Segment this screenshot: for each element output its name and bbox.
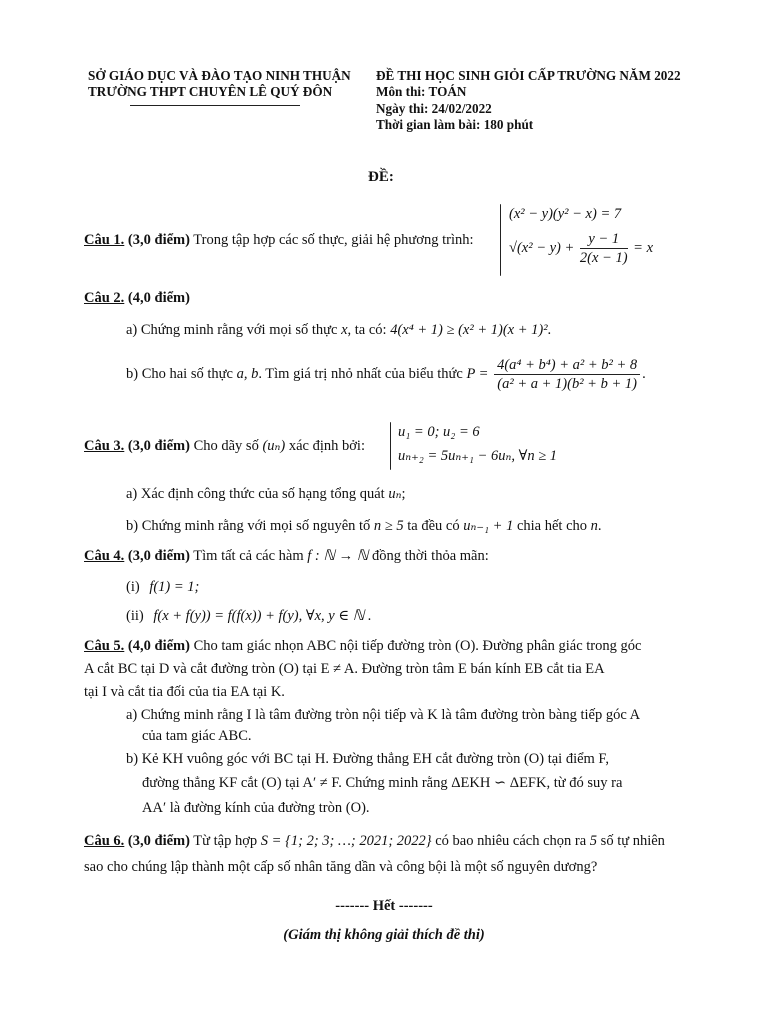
q5-b-line-3: AA′ là đường kính của đường tròn (O). — [142, 800, 370, 816]
question-2 — [84, 290, 190, 307]
q4-text: Tìm tất cả các hàm — [189, 548, 304, 564]
q3-label: Câu 3. — [84, 438, 125, 454]
q2-b-denominator: (a² + a + 1)(b² + b + 1) — [497, 376, 637, 392]
q3-sequence: (uₙ) — [262, 438, 286, 454]
footer-note-text: (Giám thị không giải thích đề thi) — [283, 927, 485, 943]
q1-equation-2 — [509, 230, 653, 267]
q3-b-text2: ta đều có — [407, 518, 460, 534]
department-name: SỞ GIÁO DỤC VÀ ĐÀO TẠO NINH THUẬN — [88, 68, 351, 83]
q1-text: Trong tập hợp các số thực, giải hệ phương trình: — [189, 232, 474, 248]
exam-duration: Thời gian làm bài: 180 phút — [376, 117, 534, 132]
q6-line-2: sao cho chúng lập thành một cấp số nhân tăng dần và công bội là một số nguyên dương? — [84, 859, 598, 875]
q3-part-b — [126, 518, 602, 535]
q3-points: (3,0 điểm) — [127, 438, 190, 454]
exam-date: Ngày thi: 24/02/2022 — [376, 101, 492, 116]
q4-condition-i — [126, 579, 199, 596]
q2-a-text: a) Chứng minh rằng với mọi số thực — [126, 322, 338, 338]
exam-subject: Môn thi: TOÁN — [376, 84, 467, 99]
exam-title: ĐỀ THI HỌC SINH GIỎI CẤP TRƯỜNG NĂM 2022 — [376, 68, 681, 83]
q5-b-line-1: b) Kẻ KH vuông góc với BC tại H. Đường thẳng EH cắt đường tròn (O) tại điểm F, — [126, 751, 609, 767]
footer-note — [0, 927, 768, 944]
q2-b-lhs: P = — [466, 366, 489, 382]
q3-equation-2: uₙ₊₂ = 5uₙ₊₁ − 6uₙ, ∀n ≥ 1 — [398, 448, 558, 464]
q2-points: (4,0 điểm) — [127, 290, 190, 306]
q3-text: Cho dãy số — [189, 438, 259, 454]
q5-points: (4,0 điểm) — [127, 638, 190, 654]
q4-label: Câu 4. — [84, 548, 125, 564]
q6-line-1c: số tự nhiên — [600, 833, 665, 849]
q4-condition-ii — [126, 608, 372, 625]
q3-b-end: . — [597, 518, 602, 534]
q3-part-a — [126, 486, 406, 503]
q3-b-text: b) Chứng minh rằng với mọi số nguyên tố — [126, 518, 371, 534]
q4-text2: đồng thời thỏa mãn: — [371, 548, 489, 564]
q6-label: Câu 6. — [84, 833, 125, 849]
school-name: TRƯỜNG THPT CHUYÊN LÊ QUÝ ĐÔN — [88, 84, 333, 99]
q5-b-line-2: đường thẳng KF cắt (O) tại A′ ≠ F. Chứng minh rằng ΔEKH ∽ ΔEFK, từ đó suy ra — [142, 775, 623, 791]
q2-a-variable: x — [341, 322, 348, 338]
q3-text2: xác định bởi: — [288, 438, 365, 454]
end-marker — [0, 898, 768, 915]
end-text: ------- Hết ------- — [335, 898, 433, 914]
q4-points: (3,0 điểm) — [127, 548, 190, 564]
q5-a-line-1: a) Chứng minh rằng I là tâm đường tròn nội tiếp và K là tâm đường tròn bàng tiếp góc A — [126, 707, 641, 723]
q2-a-formula: 4(x⁴ + 1) ≥ (x² + 1)(x + 1)² — [390, 322, 548, 338]
q4-ii-formula: f(x + f(y)) = f(f(x)) + f(y), ∀x, y ∈ ℕ . — [153, 608, 372, 624]
q2-part-b: b) Cho hai số thực a, b. Tìm giá trị nhỏ nhất của biểu thức P = $\frac{\text{4(a⁴ + b⁴) + a² + b² + 8}}{\text{(a² + a + 1)(b² + b + 1)}}$ . — [126, 357, 646, 392]
q4-i-label: (i) — [126, 579, 140, 595]
q2-b-numerator: 4(a⁴ + b⁴) + a² + b² + 8 — [494, 356, 640, 375]
q1-eq2-right: = x — [633, 239, 654, 256]
q1-points: (3,0 điểm) — [127, 232, 190, 248]
q2-label: Câu 2. — [84, 290, 125, 306]
q2-a-text2: , ta có: — [347, 322, 387, 338]
question-6 — [84, 833, 665, 850]
q4-ii-label: (ii) — [126, 608, 144, 624]
q5-label: Câu 5. — [84, 638, 125, 654]
q3-a-text: a) Xác định công thức của số hạng tổng quát — [126, 486, 385, 502]
q5-line-3: tại I và cắt tia đối của tia EA tại K. — [84, 684, 285, 700]
q3-b-expression: uₙ₋₁ + 1 — [463, 518, 514, 534]
question-4 — [84, 548, 489, 565]
q1-equation-1: (x² − y)(y² − x) = 7 — [509, 206, 622, 222]
q2-b-text: b) Cho hai số thực — [126, 366, 233, 382]
page-heading: ĐỀ: — [368, 169, 394, 185]
q5-line-2: A cắt BC tại D và cắt đường tròn (O) tại E ≠ A. Đường tròn tâm E bán kính EB cắt tia EA — [84, 661, 605, 677]
q6-count: 5 — [589, 833, 598, 849]
q1-label: Câu 1. — [84, 232, 125, 248]
q6-line-1b: có bao nhiêu cách chọn ra — [435, 833, 587, 849]
q6-points: (3,0 điểm) — [127, 833, 190, 849]
q6-line-1a: Từ tập hợp — [189, 833, 258, 849]
q3-b-condition: n ≥ 5 — [373, 518, 404, 534]
q4-i-formula: f(1) = 1; — [149, 579, 200, 595]
q5-line-1: Cho tam giác nhọn ABC nội tiếp đường tròn (O). Đường phân giác trong góc — [189, 638, 642, 654]
q4-function: f : ℕ → ℕ — [307, 548, 369, 564]
question-5 — [84, 638, 641, 655]
q1-eq2-numerator: y − 1 — [580, 230, 628, 249]
q2-b-fraction — [494, 356, 640, 393]
q1-brace — [500, 204, 501, 276]
q3-b-text3: chia hết cho — [516, 518, 588, 534]
question-3 — [84, 438, 365, 455]
q1-eq2-fraction — [580, 230, 628, 267]
q5-a-line-2: của tam giác ABC. — [142, 728, 252, 744]
q2-b-text2: . Tìm giá trị nhỏ nhất của biểu thức — [258, 366, 463, 382]
q1-eq2-left: √(x² − y) + — [509, 239, 575, 256]
question-1 — [84, 232, 474, 249]
q3-a-end: ; — [401, 486, 406, 502]
q3-b-variable: n — [590, 518, 598, 534]
q6-set: S = {1; 2; 3; …; 2021; 2022} — [260, 833, 432, 849]
q3-equation-1: u₁ = 0; u₂ = 6 — [398, 424, 480, 440]
q3-a-variable: uₙ — [388, 486, 402, 502]
q2-b-vars: a, b — [236, 366, 259, 382]
header-underline — [130, 105, 300, 106]
q1-eq2-denominator: 2(x − 1) — [579, 250, 628, 266]
q3-brace — [390, 422, 391, 470]
q2-part-a: a) Chứng minh rằng với mọi số thực x, ta có: 4(x⁴ + 1) ≥ (x² + 1)(x + 1)². — [126, 322, 552, 338]
